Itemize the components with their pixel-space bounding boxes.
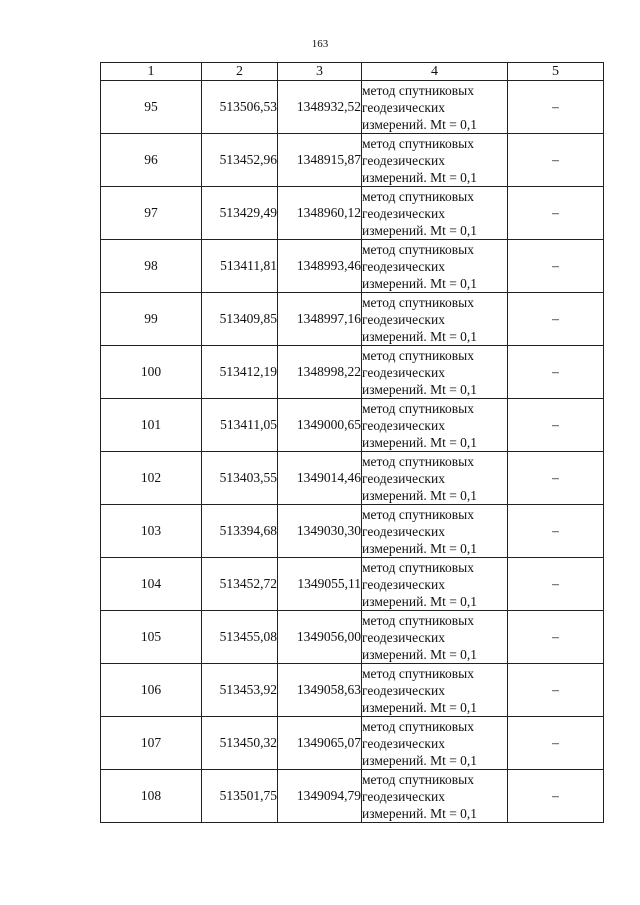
note-cell: – [508,505,604,558]
x-coordinate-cell: 513506,53 [202,81,278,134]
method-text-line: измерений. Mt = 0,1 [362,116,478,132]
header-col-3: 3 [278,63,362,81]
x-coordinate-cell: 513429,49 [202,187,278,240]
method-cell [362,611,508,664]
note-cell: – [508,770,604,823]
method-text-line: геодезических [362,735,445,751]
method-text-line: метод спутниковых [362,135,474,151]
note-cell: – [508,293,604,346]
method-text-line: измерений. Mt = 0,1 [362,540,478,556]
y-coordinate-cell: 1349065,07 [278,717,362,770]
point-number-cell: 105 [101,611,202,664]
x-coordinate-cell: 513452,96 [202,134,278,187]
method-cell [362,770,508,823]
table-row [101,187,604,240]
method-text-line: измерений. Mt = 0,1 [362,434,478,450]
y-coordinate-cell: 1349094,79 [278,770,362,823]
method-text-line: геодезических [362,523,445,539]
y-coordinate-cell: 1349058,63 [278,664,362,717]
note-cell: – [508,346,604,399]
table-row [101,399,604,452]
y-coordinate-cell: 1349000,65 [278,399,362,452]
x-coordinate-cell: 513411,05 [202,399,278,452]
method-text-line: измерений. Mt = 0,1 [362,646,478,662]
y-coordinate-cell: 1348993,46 [278,240,362,293]
method-text-line: метод спутниковых [362,82,474,98]
method-text-line: измерений. Mt = 0,1 [362,593,478,609]
method-text-line: метод спутниковых [362,559,474,575]
method-text-line: геодезических [362,99,445,115]
point-number-cell: 106 [101,664,202,717]
point-number-cell: 108 [101,770,202,823]
method-cell [362,558,508,611]
method-text-line: геодезических [362,152,445,168]
method-text-line: измерений. Mt = 0,1 [362,169,478,185]
method-text-line: геодезических [362,311,445,327]
method-cell [362,346,508,399]
method-text-line: геодезических [362,682,445,698]
note-cell: – [508,81,604,134]
method-cell [362,452,508,505]
point-number-cell: 103 [101,505,202,558]
header-row [101,63,604,81]
method-cell [362,717,508,770]
y-coordinate-cell: 1348915,87 [278,134,362,187]
method-text-line: метод спутниковых [362,188,474,204]
x-coordinate-cell: 513501,75 [202,770,278,823]
x-coordinate-cell: 513412,19 [202,346,278,399]
x-coordinate-cell: 513403,55 [202,452,278,505]
table-row [101,134,604,187]
note-cell: – [508,664,604,717]
method-text-line: измерений. Mt = 0,1 [362,328,478,344]
table-row [101,293,604,346]
x-coordinate-cell: 513450,32 [202,717,278,770]
coordinates-table [100,62,604,823]
table-row [101,240,604,293]
method-text-line: геодезических [362,788,445,804]
x-coordinate-cell: 513411,81 [202,240,278,293]
point-number-cell: 99 [101,293,202,346]
x-coordinate-cell: 513453,92 [202,664,278,717]
method-text-line: измерений. Mt = 0,1 [362,381,478,397]
method-text-line: геодезических [362,417,445,433]
y-coordinate-cell: 1349030,30 [278,505,362,558]
method-text-line: метод спутниковых [362,771,474,787]
method-text-line: измерений. Mt = 0,1 [362,752,478,768]
x-coordinate-cell: 513409,85 [202,293,278,346]
point-number-cell: 96 [101,134,202,187]
method-text-line: метод спутниковых [362,665,474,681]
table-row [101,346,604,399]
note-cell: – [508,611,604,664]
note-cell: – [508,187,604,240]
y-coordinate-cell: 1348960,12 [278,187,362,240]
header-col-5: 5 [508,63,604,81]
table-row [101,81,604,134]
table-row [101,611,604,664]
method-text-line: геодезических [362,364,445,380]
method-text-line: геодезических [362,576,445,592]
method-text-line: геодезических [362,629,445,645]
header-col-4: 4 [362,63,508,81]
y-coordinate-cell: 1349055,11 [278,558,362,611]
y-coordinate-cell: 1348998,22 [278,346,362,399]
point-number-cell: 97 [101,187,202,240]
header-col-2: 2 [202,63,278,81]
note-cell: – [508,558,604,611]
method-text-line: метод спутниковых [362,718,474,734]
note-cell: – [508,240,604,293]
method-text-line: геодезических [362,258,445,274]
method-text-line: измерений. Mt = 0,1 [362,275,478,291]
point-number-cell: 102 [101,452,202,505]
method-cell [362,81,508,134]
method-text-line: геодезических [362,470,445,486]
point-number-cell: 98 [101,240,202,293]
point-number-cell: 104 [101,558,202,611]
table-row [101,452,604,505]
x-coordinate-cell: 513394,68 [202,505,278,558]
table-row [101,558,604,611]
note-cell: – [508,399,604,452]
y-coordinate-cell: 1349014,46 [278,452,362,505]
table-row [101,664,604,717]
point-number-cell: 107 [101,717,202,770]
table-body [101,81,604,823]
method-cell [362,505,508,558]
method-text-line: измерений. Mt = 0,1 [362,487,478,503]
table-row [101,505,604,558]
note-cell: – [508,134,604,187]
method-text-line: метод спутниковых [362,453,474,469]
header-col-1: 1 [101,63,202,81]
method-text-line: геодезических [362,205,445,221]
point-number-cell: 100 [101,346,202,399]
method-text-line: метод спутниковых [362,294,474,310]
method-text-line: метод спутниковых [362,400,474,416]
method-text-line: метод спутниковых [362,241,474,257]
method-text-line: измерений. Mt = 0,1 [362,805,478,821]
method-cell [362,240,508,293]
method-text-line: метод спутниковых [362,347,474,363]
method-cell [362,187,508,240]
note-cell: – [508,717,604,770]
x-coordinate-cell: 513455,08 [202,611,278,664]
x-coordinate-cell: 513452,72 [202,558,278,611]
table-row [101,717,604,770]
method-text-line: измерений. Mt = 0,1 [362,699,478,715]
y-coordinate-cell: 1348932,52 [278,81,362,134]
method-cell [362,399,508,452]
page-number: 163 [311,38,329,50]
method-cell [362,293,508,346]
point-number-cell: 101 [101,399,202,452]
method-cell [362,134,508,187]
y-coordinate-cell: 1349056,00 [278,611,362,664]
note-cell: – [508,452,604,505]
method-text-line: метод спутниковых [362,506,474,522]
point-number-cell: 95 [101,81,202,134]
y-coordinate-cell: 1348997,16 [278,293,362,346]
method-cell [362,664,508,717]
method-text-line: измерений. Mt = 0,1 [362,222,478,238]
table-row [101,770,604,823]
method-text-line: метод спутниковых [362,612,474,628]
